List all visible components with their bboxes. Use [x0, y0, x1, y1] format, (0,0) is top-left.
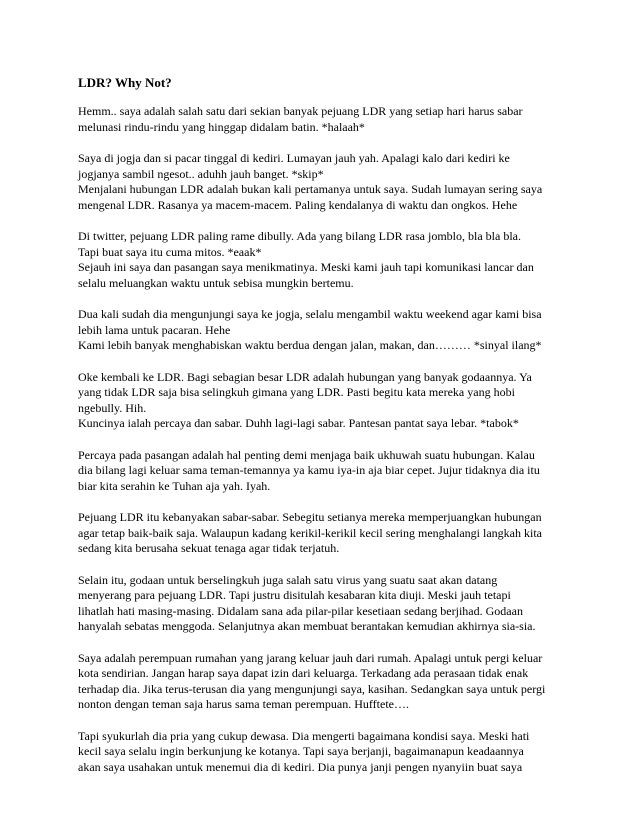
text-line: terhadap dia. Jika terus-terusan dia yang mengunjungi saya, kasihan. Sedangkan saya untuk pergi	[78, 681, 546, 696]
text-line: Di twitter, pejuang LDR paling rame dibully. Ada yang bilang LDR rasa jomblo, bla bla bla.	[78, 229, 521, 243]
text-line: ngebully. Hih.	[78, 400, 147, 415]
text-line: hanyalah sebatas menggoda. Selanjutnya akan membuat berantakan kemudian akhirnya sia-sia.	[78, 619, 536, 633]
text-line: nonton dengan teman saja harus sama teman perempuan. Hufftete….	[78, 697, 410, 711]
text-line: menyerang para pejuang LDR. Tapi justru disitulah kesabaran kita diuji. Meski jauh tetapi	[78, 588, 511, 602]
text-line: Sejauh ini saya dan pasangan saya menikmatinya. Meski kami jauh tapi komunikasi lancar dan	[78, 260, 534, 274]
paragraph	[78, 229, 573, 291]
text-line: Tapi buat saya itu cuma mitos. *eaak*	[78, 244, 262, 259]
text-line: selalu meluangkan waktu untuk sebisa mungkin bertemu.	[78, 275, 354, 290]
text-line: jogjanya sambil ngesot.. aduhh jauh banget. *skip*	[78, 166, 324, 181]
document-page	[78, 75, 573, 791]
text-line: mengenal LDR. Rasanya ya macem-macem. Paling kendalanya di waktu dan ongkos. Hehe	[78, 197, 518, 212]
paragraph	[78, 370, 573, 432]
text-line: yang tidak LDR saja bisa selingkuh gimana yang LDR. Pasti begitu kata mereka yang hobi	[78, 385, 515, 399]
text-line: lihatlah hati masing-masing. Didalam sana ada pilar-pilar kesetiaan sedang berjihad. Godaan	[78, 603, 523, 618]
paragraph	[78, 104, 573, 135]
text-line: kecil saya selalu ingin berkunjung ke kotanya. Tapi saya berjanji, bagaimanapun keadaannya	[78, 744, 524, 758]
text-line: Saya adalah perempuan rumahan yang jarang keluar jauh dari rumah. Apalagi untuk pergi keluar	[78, 650, 543, 665]
text-line: Dua kali sudah dia mengunjungi saya ke jogja, selalu mengambil waktu weekend agar kami bisa	[78, 307, 542, 321]
text-line: agar tetap baik-baik saja. Walaupun kadang kerikil-kerikil kecil sering menghalangi langkah kita	[78, 525, 542, 540]
text-line: Menjalani hubungan LDR adalah bukan kali pertamanya untuk saya. Sudah lumayan sering saya	[78, 182, 543, 196]
text-line: Saya di jogja dan si pacar tinggal di kediri. Lumayan jauh yah. Apalagi kalo dari kediri ke	[78, 151, 510, 165]
paragraph	[78, 307, 573, 354]
text-line: Tapi syukurlah dia pria yang cukup dewasa. Dia mengerti bagaimana kondisi saya. Meski hati	[78, 728, 530, 743]
paragraph	[78, 510, 573, 557]
text-line: kota sendirian. Jangan harap saya dapat izin dari keluarga. Terkadang ada perasaan tidak enak	[78, 666, 529, 680]
paragraph	[78, 448, 573, 495]
text-line: Oke kembali ke LDR. Bagi sebagian besar LDR adalah hubungan yang banyak godaannya. Ya	[78, 369, 532, 384]
text-line: biar kita serahin ke Tuhan aja yah. Iyah.	[78, 478, 271, 493]
text-line: sedang kita berusaha sekuat tenaga agar tidak terjatuh.	[78, 541, 340, 555]
paragraph	[78, 651, 573, 713]
text-line: Hemm.. saya adalah salah satu dari sekian banyak pejuang LDR yang setiap hari harus sabar	[78, 104, 523, 118]
paragraph	[78, 573, 573, 635]
text-line: melunasi rindu-rindu yang hinggap didalam batin. *halaah*	[78, 119, 365, 134]
text-line: dia bilang lagi keluar sama teman-temannya ya kamu iya-in aja biar cepet. Jujur tidaknya dia itu	[78, 463, 540, 477]
text-line: Kuncinya ialah percaya dan sabar. Duhh lagi-lagi sabar. Pantesan pantat saya lebar. *tabok*	[78, 416, 519, 430]
text-line: Selain itu, godaan untuk berselingkuh juga salah satu virus yang suatu saat akan datang	[78, 572, 498, 587]
text-line: Kami lebih banyak menghabiskan waktu berdua dengan jalan, makan, dan……… *sinyal ilang*	[78, 338, 542, 352]
document-title: LDR? Why Not?	[78, 75, 172, 90]
paragraph	[78, 729, 573, 776]
text-line: Pejuang LDR itu kebanyakan sabar-sabar. Sebegitu setianya mereka memperjuangkan hubungan	[78, 510, 542, 524]
document-body	[78, 104, 573, 775]
text-line: Percaya pada pasangan adalah hal penting demi menjaga baik ukhuwah suatu hubungan. Kalau	[78, 447, 535, 462]
paragraph	[78, 151, 573, 213]
text-line: akan saya usahakan untuk menemui dia di kediri. Dia punya janji pengen nyanyiin buat saya	[78, 759, 523, 774]
text-line: lebih lama untuk pacaran. Hehe	[78, 322, 231, 337]
